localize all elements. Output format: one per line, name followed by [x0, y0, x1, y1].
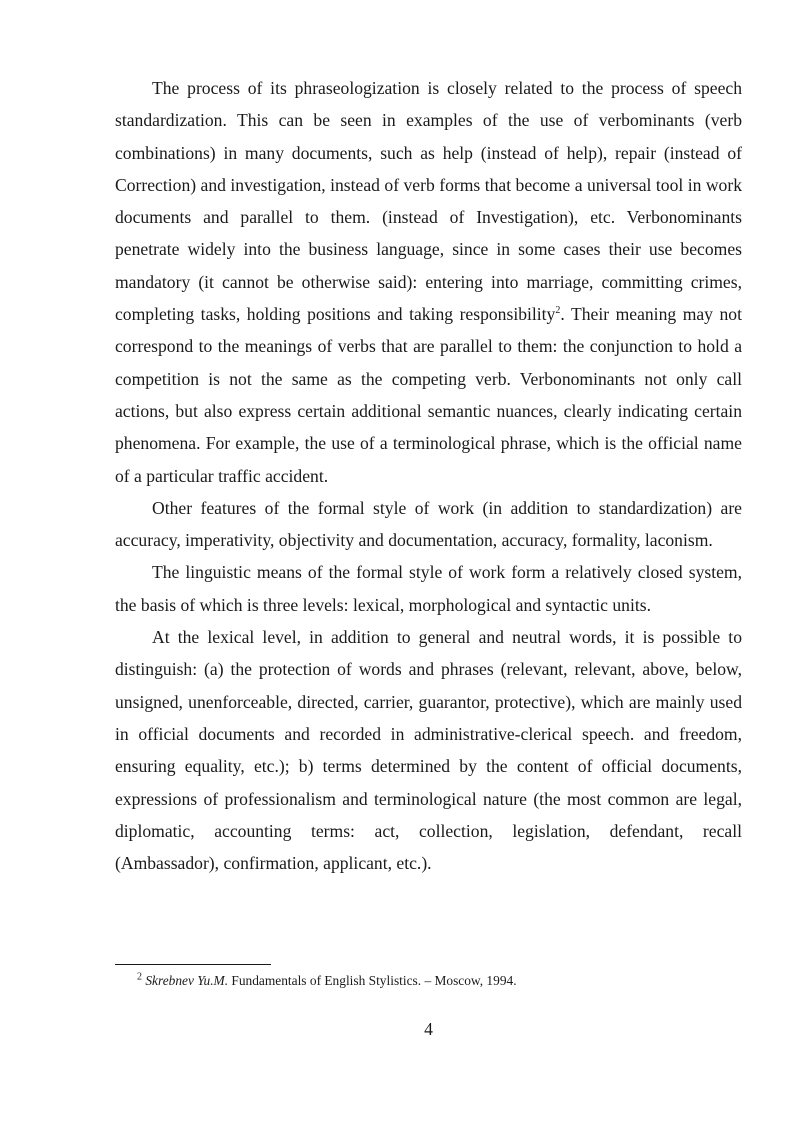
footnote	[137, 972, 737, 990]
footnote-separator	[115, 964, 271, 965]
footnote-text: Fundamentals of English Stylistics. – Moscow, 1994.	[228, 973, 517, 988]
paragraph-1-text-end: . Their meaning may not correspond to the meanings of verbs that are parallel to them: the conjunction to hold a competition is not the same as the competing verb. Verbonominants not only call actions, but also express certain additional semantic nuances, clearly indicating certain phenomena. For example, the use of a terminological phrase, which is the official name of a particular traffic accident.	[115, 304, 742, 486]
paragraph-2: Other features of the formal style of work (in addition to standardization) are accuracy, imperativity, objectivity and documentation, accuracy, formality, laconism.	[115, 497, 742, 551]
footnote-marker: 2	[137, 971, 142, 983]
paragraph-3: The linguistic means of the formal style of work form a relatively closed system, the basis of which is three levels: lexical, morphological and syntactic units.	[115, 562, 742, 615]
page-number: 4	[424, 1019, 433, 1039]
footnote-reference: 2	[555, 305, 561, 317]
paragraph-1-text-start: The process of its phraseologization is closely related to the process of speech standardization. This can be seen in examples of the use of verbominants (verb combinations) in many documents, such as help (instead of help), repair (instead of Correction) and investigation, instead of verb forms that become a universal tool in work documents and parallel to them. (instead of Investigation), etc. Verbonominants penetrate widely into the business language, since in some cases their use becomes mandatory (it cannot be otherwise said): entering into marriage, committing crimes, completing tasks, holding positions and taking responsibility	[115, 78, 742, 325]
footnote-author: Skrebnev Yu.M.	[145, 973, 229, 988]
paragraph-1	[115, 72, 742, 492]
paragraph-4: At the lexical level, in addition to general and neutral words, it is possible to distinguish: (a) the protection of words and phrases (relevant, relevant, above, below, unsigned, unenforceable, directed, carrier, guarantor, protective), which are mainly used in official documents and recorded in administrative-clerical speech. and freedom, ensuring equality, etc.); b) terms determined by the content of official documents, expressions of professionalism and terminological nature (the most common are legal, diplomatic, accounting terms: act, collection, legislation, defendant, recall (Ambassador), confirmation, applicant, etc.).	[115, 627, 742, 874]
body-text	[115, 72, 742, 879]
